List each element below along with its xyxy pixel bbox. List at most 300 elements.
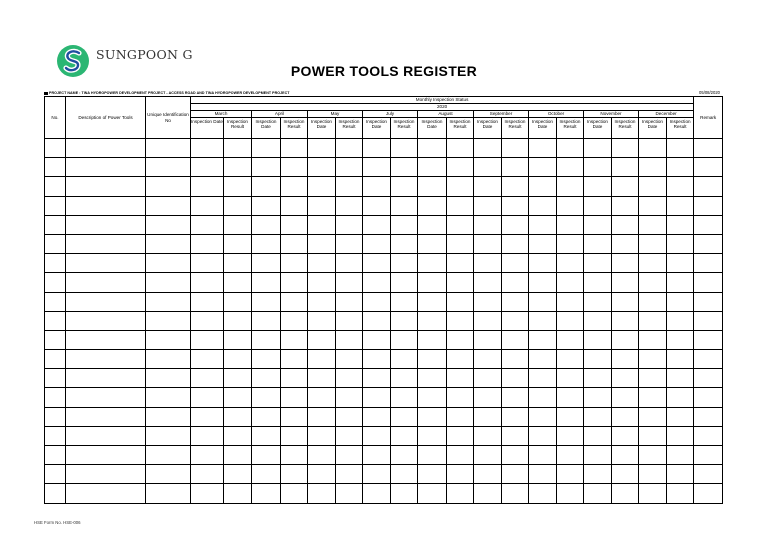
table-cell xyxy=(308,388,336,407)
table-cell xyxy=(391,407,418,426)
table-cell xyxy=(191,311,224,330)
table-cell xyxy=(502,234,529,253)
table-cell xyxy=(502,388,529,407)
table-row xyxy=(45,388,723,407)
inspection-result-header: Inspection Result xyxy=(391,118,418,139)
table-cell xyxy=(639,330,667,349)
table-cell xyxy=(391,465,418,484)
table-cell xyxy=(191,139,224,158)
table-cell xyxy=(308,330,336,349)
table-cell xyxy=(66,388,146,407)
table-cell xyxy=(557,234,584,253)
table-cell xyxy=(45,426,66,445)
table-cell xyxy=(191,234,224,253)
table-cell xyxy=(45,407,66,426)
table-cell xyxy=(418,234,447,253)
table-cell xyxy=(667,388,694,407)
table-cell xyxy=(612,407,639,426)
table-cell xyxy=(308,158,336,177)
table-cell xyxy=(694,196,723,215)
company-name: SUNGPOON G xyxy=(96,47,193,62)
table-cell xyxy=(336,234,363,253)
table-cell xyxy=(363,407,391,426)
table-cell xyxy=(308,484,336,503)
table-cell xyxy=(584,273,612,292)
table-cell xyxy=(146,139,191,158)
table-cell xyxy=(146,369,191,388)
table-cell xyxy=(447,369,474,388)
table-cell xyxy=(391,273,418,292)
table-cell xyxy=(557,158,584,177)
table-cell xyxy=(584,369,612,388)
table-cell xyxy=(391,158,418,177)
table-cell xyxy=(281,196,308,215)
table-cell xyxy=(252,330,281,349)
table-cell xyxy=(336,330,363,349)
table-cell xyxy=(447,234,474,253)
table-cell xyxy=(308,407,336,426)
table-cell xyxy=(667,350,694,369)
table-cell xyxy=(336,158,363,177)
table-cell xyxy=(667,158,694,177)
table-cell xyxy=(667,273,694,292)
table-cell xyxy=(224,196,252,215)
table-cell xyxy=(584,158,612,177)
table-cell xyxy=(363,388,391,407)
table-cell xyxy=(252,388,281,407)
table-row xyxy=(45,330,723,349)
table-cell xyxy=(447,139,474,158)
inspection-result-header: Inspection Result xyxy=(667,118,694,139)
table-cell xyxy=(447,446,474,465)
table-cell xyxy=(584,426,612,445)
table-cell xyxy=(146,465,191,484)
table-cell xyxy=(336,196,363,215)
table-cell xyxy=(146,311,191,330)
table-cell xyxy=(45,196,66,215)
table-cell xyxy=(191,465,224,484)
table-cell xyxy=(447,465,474,484)
table-cell xyxy=(418,465,447,484)
table-cell xyxy=(612,446,639,465)
table-cell xyxy=(66,158,146,177)
table-cell xyxy=(146,234,191,253)
table-row xyxy=(45,292,723,311)
table-cell xyxy=(336,465,363,484)
table-cell xyxy=(45,177,66,196)
table-cell xyxy=(45,158,66,177)
table-cell xyxy=(418,292,447,311)
table-cell xyxy=(557,273,584,292)
table-cell xyxy=(667,292,694,311)
inspection-result-header: Inspection Result xyxy=(336,118,363,139)
table-cell xyxy=(529,139,557,158)
table-cell xyxy=(308,254,336,273)
table-cell xyxy=(224,369,252,388)
table-cell xyxy=(529,465,557,484)
table-cell xyxy=(391,139,418,158)
table-cell xyxy=(502,407,529,426)
table-cell xyxy=(694,446,723,465)
table-cell xyxy=(391,177,418,196)
table-cell xyxy=(529,426,557,445)
table-cell xyxy=(191,407,224,426)
table-cell xyxy=(391,350,418,369)
table-cell xyxy=(224,388,252,407)
table-cell xyxy=(418,158,447,177)
table-cell xyxy=(502,465,529,484)
table-cell xyxy=(584,330,612,349)
table-cell xyxy=(281,465,308,484)
table-row xyxy=(45,311,723,330)
table-cell xyxy=(529,388,557,407)
table-cell xyxy=(584,196,612,215)
table-cell xyxy=(363,254,391,273)
table-cell xyxy=(224,465,252,484)
table-cell xyxy=(557,465,584,484)
table-cell xyxy=(308,177,336,196)
inspection-result-header: Inspection Result xyxy=(447,118,474,139)
table-cell xyxy=(418,177,447,196)
table-cell xyxy=(502,369,529,388)
table-cell xyxy=(308,311,336,330)
table-cell xyxy=(45,369,66,388)
table-cell xyxy=(308,234,336,253)
table-cell xyxy=(557,369,584,388)
table-cell xyxy=(474,177,502,196)
table-cell xyxy=(502,215,529,234)
table-cell xyxy=(639,407,667,426)
table-cell xyxy=(694,426,723,445)
table-cell xyxy=(612,139,639,158)
month-header: November xyxy=(584,111,639,118)
table-cell xyxy=(529,350,557,369)
table-cell xyxy=(66,446,146,465)
table-cell xyxy=(308,196,336,215)
table-cell xyxy=(474,446,502,465)
table-cell xyxy=(557,388,584,407)
table-cell xyxy=(363,292,391,311)
table-cell xyxy=(252,465,281,484)
table-cell xyxy=(363,177,391,196)
table-cell xyxy=(502,292,529,311)
month-header: May xyxy=(308,111,363,118)
inspection-date-header: Inspection Date xyxy=(191,118,224,139)
table-row xyxy=(45,446,723,465)
table-row xyxy=(45,196,723,215)
table-cell xyxy=(639,465,667,484)
table-cell xyxy=(667,426,694,445)
table-cell xyxy=(336,350,363,369)
table-cell xyxy=(529,484,557,503)
table-cell xyxy=(474,254,502,273)
table-cell xyxy=(336,254,363,273)
table-cell xyxy=(281,292,308,311)
table-cell xyxy=(363,484,391,503)
table-cell xyxy=(252,484,281,503)
table-cell xyxy=(447,177,474,196)
table-cell xyxy=(252,254,281,273)
table-cell xyxy=(66,254,146,273)
table-cell xyxy=(146,426,191,445)
table-cell xyxy=(584,311,612,330)
table-cell xyxy=(252,273,281,292)
table-cell xyxy=(252,158,281,177)
table-cell xyxy=(191,215,224,234)
table-cell xyxy=(281,139,308,158)
table-cell xyxy=(639,177,667,196)
table-cell xyxy=(694,273,723,292)
table-cell xyxy=(667,215,694,234)
table-cell xyxy=(146,273,191,292)
table-cell xyxy=(557,350,584,369)
table-cell xyxy=(418,139,447,158)
table-cell xyxy=(584,177,612,196)
table-cell xyxy=(612,215,639,234)
table-cell xyxy=(584,407,612,426)
table-cell xyxy=(252,426,281,445)
table-cell xyxy=(529,311,557,330)
table-cell xyxy=(252,292,281,311)
table-cell xyxy=(667,177,694,196)
table-cell xyxy=(529,369,557,388)
table-cell xyxy=(612,177,639,196)
table-cell xyxy=(418,254,447,273)
table-cell xyxy=(667,254,694,273)
table-cell xyxy=(252,139,281,158)
table-cell xyxy=(612,350,639,369)
table-cell xyxy=(639,273,667,292)
table-cell xyxy=(418,273,447,292)
table-cell xyxy=(557,292,584,311)
table-cell xyxy=(191,484,224,503)
table-cell xyxy=(667,369,694,388)
table-cell xyxy=(308,465,336,484)
table-cell xyxy=(447,158,474,177)
table-cell xyxy=(308,369,336,388)
table-cell xyxy=(447,196,474,215)
table-cell xyxy=(391,196,418,215)
table-row xyxy=(45,139,723,158)
table-cell xyxy=(146,196,191,215)
table-cell xyxy=(391,234,418,253)
table-cell xyxy=(584,350,612,369)
table-cell xyxy=(502,311,529,330)
table-cell xyxy=(447,311,474,330)
header-year: 2020 xyxy=(191,104,694,111)
table-cell xyxy=(66,484,146,503)
header-remark: Remark xyxy=(694,97,723,139)
table-cell xyxy=(502,446,529,465)
table-cell xyxy=(529,196,557,215)
table-cell xyxy=(45,465,66,484)
table-cell xyxy=(252,234,281,253)
table-cell xyxy=(639,158,667,177)
table-cell xyxy=(474,388,502,407)
table-cell xyxy=(667,139,694,158)
table-cell xyxy=(252,215,281,234)
table-cell xyxy=(146,350,191,369)
table-cell xyxy=(447,273,474,292)
table-cell xyxy=(474,292,502,311)
table-cell xyxy=(557,330,584,349)
table-cell xyxy=(45,311,66,330)
table-cell xyxy=(281,407,308,426)
table-cell xyxy=(418,407,447,426)
table-cell xyxy=(694,234,723,253)
table-cell xyxy=(474,484,502,503)
table-row xyxy=(45,273,723,292)
table-cell xyxy=(224,407,252,426)
table-cell xyxy=(474,139,502,158)
inspection-date-header: Inspection Date xyxy=(639,118,667,139)
inspection-date-header: Inspection Date xyxy=(529,118,557,139)
inspection-result-header: Inspection Result xyxy=(612,118,639,139)
inspection-result-header: Inspection Result xyxy=(557,118,584,139)
table-cell xyxy=(474,465,502,484)
table-cell xyxy=(66,234,146,253)
table-cell xyxy=(281,177,308,196)
table-row xyxy=(45,484,723,503)
table-cell xyxy=(336,446,363,465)
table-cell xyxy=(45,446,66,465)
table-cell xyxy=(363,196,391,215)
table-cell xyxy=(557,407,584,426)
table-cell xyxy=(474,330,502,349)
table-cell xyxy=(391,388,418,407)
table-cell xyxy=(252,196,281,215)
table-cell xyxy=(66,426,146,445)
register-table xyxy=(44,96,723,504)
table-cell xyxy=(191,369,224,388)
header-monthly-status: Monthly Inspection Status xyxy=(191,97,694,104)
table-cell xyxy=(224,158,252,177)
table-cell xyxy=(612,330,639,349)
table-cell xyxy=(447,484,474,503)
table-cell xyxy=(418,330,447,349)
table-cell xyxy=(667,311,694,330)
table-cell xyxy=(557,177,584,196)
table-cell xyxy=(281,330,308,349)
table-cell xyxy=(694,350,723,369)
inspection-date-header: Inspection Date xyxy=(308,118,336,139)
table-cell xyxy=(308,446,336,465)
table-cell xyxy=(224,234,252,253)
table-row xyxy=(45,158,723,177)
table-cell xyxy=(529,215,557,234)
table-cell xyxy=(474,234,502,253)
table-cell xyxy=(557,139,584,158)
table-cell xyxy=(252,369,281,388)
month-header: September xyxy=(474,111,529,118)
table-cell xyxy=(584,215,612,234)
table-cell xyxy=(694,158,723,177)
table-row xyxy=(45,254,723,273)
table-cell xyxy=(447,407,474,426)
table-cell xyxy=(224,215,252,234)
table-cell xyxy=(418,196,447,215)
month-header: July xyxy=(363,111,418,118)
table-cell xyxy=(667,330,694,349)
table-cell xyxy=(694,369,723,388)
table-cell xyxy=(557,215,584,234)
header-no: No. xyxy=(45,97,66,139)
table-cell xyxy=(418,311,447,330)
table-cell xyxy=(639,426,667,445)
month-header: December xyxy=(639,111,694,118)
table-cell xyxy=(66,215,146,234)
table-cell xyxy=(66,369,146,388)
table-cell xyxy=(281,426,308,445)
table-cell xyxy=(308,292,336,311)
table-cell xyxy=(418,426,447,445)
table-cell xyxy=(667,465,694,484)
month-header: August xyxy=(418,111,474,118)
header-description: Description of Power Tools xyxy=(66,97,146,139)
table-cell xyxy=(694,484,723,503)
table-cell xyxy=(252,350,281,369)
table-cell xyxy=(224,446,252,465)
table-cell xyxy=(224,484,252,503)
table-row xyxy=(45,369,723,388)
table-cell xyxy=(224,177,252,196)
table-cell xyxy=(639,234,667,253)
table-cell xyxy=(146,254,191,273)
table-cell xyxy=(474,407,502,426)
table-cell xyxy=(474,369,502,388)
table-cell xyxy=(502,426,529,445)
table-cell xyxy=(336,177,363,196)
table-cell xyxy=(191,196,224,215)
table-cell xyxy=(336,426,363,445)
table-cell xyxy=(639,139,667,158)
table-cell xyxy=(224,311,252,330)
table-cell xyxy=(224,139,252,158)
table-cell xyxy=(45,292,66,311)
table-cell xyxy=(391,254,418,273)
table-cell xyxy=(66,177,146,196)
table-cell xyxy=(612,426,639,445)
table-cell xyxy=(418,215,447,234)
table-cell xyxy=(612,273,639,292)
table-cell xyxy=(447,292,474,311)
table-cell xyxy=(584,465,612,484)
page-title: POWER TOOLS REGISTER xyxy=(290,63,478,79)
table-cell xyxy=(418,484,447,503)
table-cell xyxy=(191,446,224,465)
table-cell xyxy=(281,254,308,273)
table-cell xyxy=(529,254,557,273)
table-cell xyxy=(694,254,723,273)
table-cell xyxy=(667,234,694,253)
table-cell xyxy=(502,254,529,273)
table-cell xyxy=(363,311,391,330)
table-cell xyxy=(391,369,418,388)
table-cell xyxy=(66,292,146,311)
company-logo-icon xyxy=(56,44,90,78)
table-cell xyxy=(557,311,584,330)
table-cell xyxy=(529,330,557,349)
table-cell xyxy=(45,484,66,503)
table-cell xyxy=(191,177,224,196)
table-cell xyxy=(694,139,723,158)
table-cell xyxy=(391,330,418,349)
table-cell xyxy=(447,330,474,349)
table-cell xyxy=(612,292,639,311)
table-cell xyxy=(474,273,502,292)
table-cell xyxy=(502,177,529,196)
table-cell xyxy=(308,350,336,369)
